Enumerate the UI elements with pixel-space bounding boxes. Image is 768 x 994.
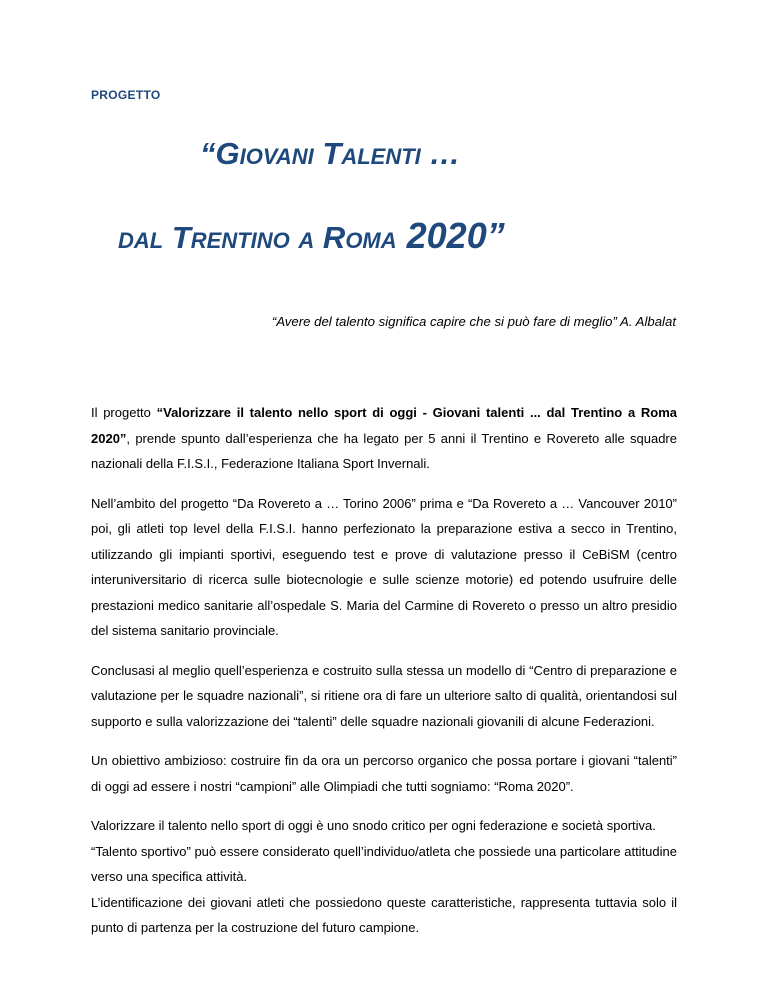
section-label: PROGETTO (91, 88, 161, 102)
paragraph-talent-definition: “Talento sportivo” può essere considerato quell’individuo/atleta che possiede una particolare attitudine verso una specifica attività. (91, 843, 677, 884)
paragraph-objective: Un obiettivo ambizioso: costruire fin da ora un percorso organico che possa portare i giovani “talenti” di oggi ad essere i nostri “campioni” alle Olimpiadi che tutti sogniamo: “Roma 2020”. (91, 753, 677, 794)
title-line-1: “GIOVANI TALENTI … (200, 136, 461, 171)
project-name: “Valorizzare il talento nello sport di oggi - Giovani talenti ... dal Trentino a Roma 2020” (91, 405, 677, 446)
document-body (91, 400, 677, 941)
paragraph-goal: Conclusasi al meglio quell’esperienza e costruito sulla stessa un modello di “Centro di preparazione e valutazione per le squadre nazionali”, si ritiene ora di fare un ulteriore salto di qualità, orientandosi sul supporto e sulla valorizzazione dei “talenti” delle squadre nazionali giovanili di alcune Federazioni. (91, 662, 677, 729)
paragraph-intro: Il progetto “Valorizzare il talento nello sport di oggi - Giovani talenti ... dal Trentino a Roma 2020”, prende spunto dall’esperienza che ha legato per 5 anni il Trentino e Rovereto alle squadre nazionali della F.I.S.I., Federazione Italiana Sport Invernali. (91, 405, 677, 471)
paragraph-talent-critical: Valorizzare il talento nello sport di oggi è uno snodo critico per ogni federazione e società sportiva. (91, 818, 656, 833)
paragraph-history: Nell’ambito del progetto “Da Rovereto a … Torino 2006” prima e “Da Rovereto a … Vancouver 2010” poi, gli atleti top level della F.I.S.I. hanno perfezionato la preparazione estiva a secco in Trentino, utilizzando gli impianti sportivi, eseguendo test e prove di valutazione presso il CeBiSM (centro interuniversitario di ricerca sulle biotecnologie e sulle scienze motorie) ed potendo usufruire delle prestazioni medico sanitarie all’ospedale S. Maria del Carmine di Rovereto o presso un altro presidio del sistema sanitario provinciale. (91, 495, 677, 638)
epigraph-quote: “Avere del talento significa capire che si può fare di meglio” A. Albalat (271, 314, 676, 329)
paragraph-identification: L’identificazione dei giovani atleti che possiedono queste caratteristiche, rappresenta tuttavia solo il punto di partenza per la costruzione del futuro campione. (91, 894, 677, 935)
title-line-2: DAL TRENTINO A ROMA 2020” (118, 215, 505, 256)
